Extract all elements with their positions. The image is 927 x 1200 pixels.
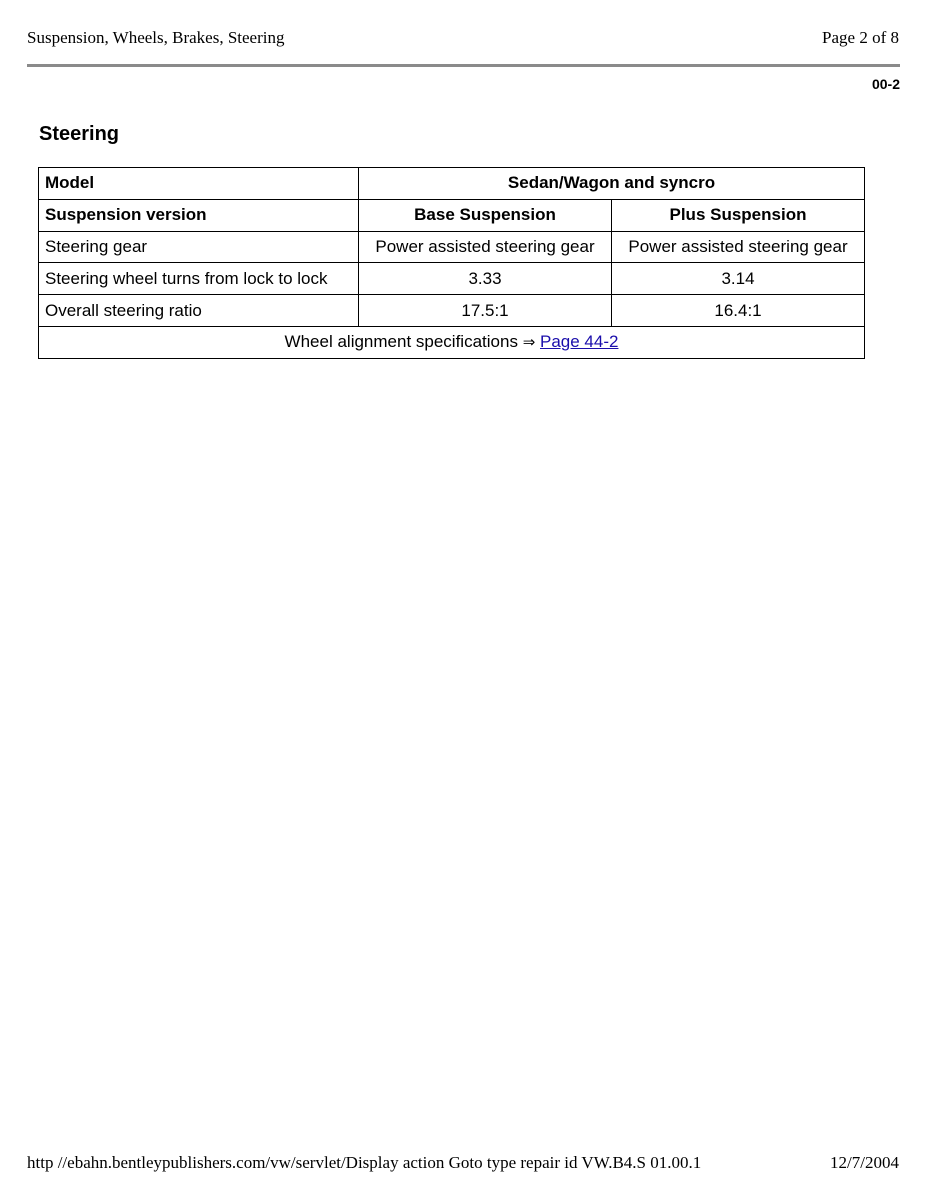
base-value: 3.33 (359, 263, 612, 295)
right-double-arrow-icon: ⇒ (522, 333, 536, 352)
footer-date: 12/7/2004 (830, 1153, 899, 1172)
table-row (39, 295, 865, 327)
table-row-suspension-version (39, 199, 865, 231)
row-label: Steering wheel turns from lock to lock (39, 263, 359, 295)
header-divider (27, 64, 900, 67)
base-suspension-header: Base Suspension (359, 199, 612, 231)
wheel-alignment-text: Wheel alignment specifications (284, 332, 518, 352)
table-row-model (39, 168, 865, 200)
model-value: Sedan/Wagon and syncro (359, 168, 865, 200)
page-44-2-link[interactable]: Page 44-2 (540, 332, 619, 352)
table-row (39, 263, 865, 295)
section-title: Steering (39, 123, 120, 145)
base-value: 17.5:1 (359, 295, 612, 327)
table-row-wheel-alignment (39, 326, 865, 358)
plus-value: 16.4:1 (612, 295, 865, 327)
wheel-alignment-cell (39, 326, 865, 358)
plus-suspension-header: Plus Suspension (612, 199, 865, 231)
suspension-version-label: Suspension version (39, 199, 359, 231)
page-indicator: Page 2 of 8 (822, 28, 899, 47)
page-code: 00-2 (871, 76, 900, 92)
plus-value: 3.14 (612, 263, 865, 295)
base-value: Power assisted steering gear (359, 231, 612, 263)
page-footer (27, 1153, 899, 1173)
document-header-title: Suspension, Wheels, Brakes, Steering (27, 28, 285, 47)
model-label: Model (39, 168, 359, 200)
table-row (39, 231, 865, 263)
footer-url: http //ebahn.bentleypublishers.com/vw/servlet/Display action Goto type repair id VW.B4.S 01.00.1 (27, 1153, 702, 1172)
row-label: Overall steering ratio (39, 295, 359, 327)
row-label: Steering gear (39, 231, 359, 263)
steering-spec-table (38, 167, 865, 359)
plus-value: Power assisted steering gear (612, 231, 865, 263)
